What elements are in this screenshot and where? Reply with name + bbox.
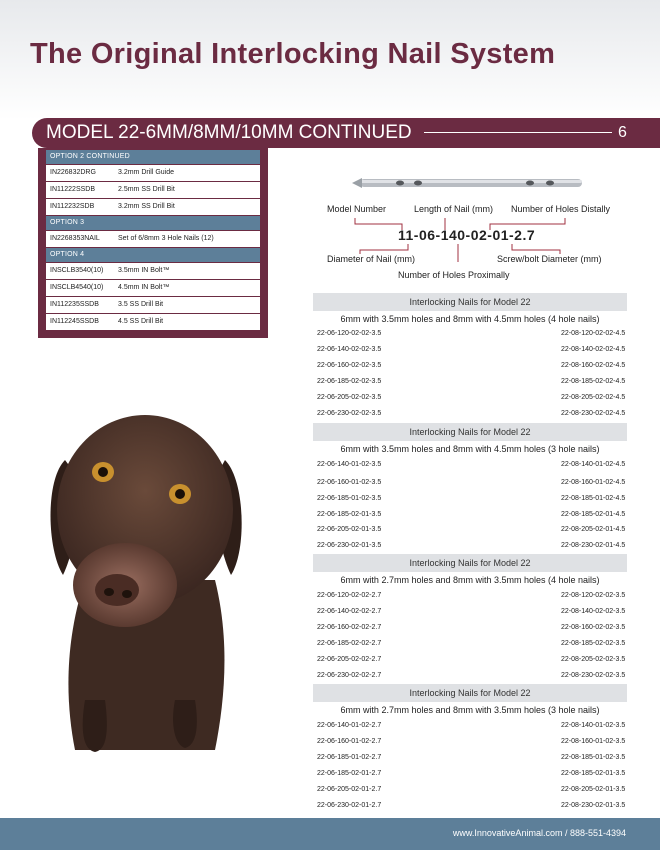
option-code: IN112235SSDB <box>50 301 99 308</box>
footer-band <box>0 818 660 850</box>
part-number: 22-08-120-02-02-3.5 <box>561 592 626 599</box>
nail-image <box>350 170 590 196</box>
part-number: 22-06-185-02-02-3.5 <box>317 378 382 385</box>
option-desc: 4.5 SS Drill Bit <box>118 318 164 325</box>
part-number: 22-08-205-02-01-3.5 <box>561 786 626 793</box>
option-row <box>46 314 260 330</box>
part-number: 22-06-160-01-02-3.5 <box>317 479 382 486</box>
diagram-connectors <box>320 214 630 274</box>
part-number: 22-06-205-02-02-3.5 <box>317 394 382 401</box>
part-number: 22-08-140-01-02-4.5 <box>561 461 626 468</box>
part-number: 22-08-185-01-02-4.5 <box>561 495 626 502</box>
option-desc: 3.2mm SS Drill Bit <box>118 203 175 210</box>
section-subtitle: 6mm with 3.5mm holes and 8mm with 4.5mm holes (4 hole nails) <box>340 314 600 324</box>
option-row <box>46 165 260 181</box>
part-number: 22-06-140-01-02-2.7 <box>317 722 382 729</box>
section-title: Interlocking Nails for Model 22 <box>313 554 627 572</box>
option-code: IN112232SDB <box>50 203 95 210</box>
part-number: 22-06-120-02-02-3.5 <box>317 330 382 337</box>
option-desc: 2.5mm SS Drill Bit <box>118 186 175 193</box>
part-number: 22-06-185-02-01-2.7 <box>317 770 382 777</box>
part-number: 22-06-120-02-02-2.7 <box>317 592 382 599</box>
part-number: 22-08-205-02-02-3.5 <box>561 656 626 663</box>
part-number: 22-06-185-01-02-2.7 <box>317 754 382 761</box>
part-number: 22-08-205-02-02-4.5 <box>561 394 626 401</box>
option-code: IN2268353NAIL <box>50 235 100 242</box>
label-length-of-nail: Length of Nail (mm) <box>414 204 494 214</box>
section-title: Interlocking Nails for Model 22 <box>313 423 627 441</box>
part-number: 22-08-185-02-02-4.5 <box>561 378 626 385</box>
footer-contact: www.InnovativeAnimal.com / 888-551-4394 <box>452 828 626 838</box>
part-number: 22-08-230-02-01-4.5 <box>561 542 626 549</box>
options-table <box>38 148 268 338</box>
option-row <box>46 231 260 247</box>
option-desc: 4.5mm IN Bolt™ <box>118 284 170 291</box>
model-title: MODEL 22-6MM/8MM/10MM CONTINUED <box>46 122 412 143</box>
part-number: 22-06-160-01-02-2.7 <box>317 738 382 745</box>
option-header: OPTION 3 <box>46 216 260 230</box>
option-desc: Set of 6/8mm 3 Hole Nails (12) <box>118 235 214 242</box>
option-row <box>46 199 260 215</box>
part-number: 22-06-185-02-02-2.7 <box>317 640 382 647</box>
label-holes-proximally: Number of Holes Proximally <box>398 270 510 280</box>
part-code-example: 11-06-140-02-01-2.7 <box>398 227 536 243</box>
option-row <box>46 297 260 313</box>
option-row <box>46 182 260 198</box>
option-desc: 3.2mm Drill Guide <box>118 169 175 176</box>
page-title: The Original Interlocking Nail System <box>30 38 556 70</box>
option-row <box>46 280 260 296</box>
part-number: 22-08-120-02-02-4.5 <box>561 330 626 337</box>
label-screw-diameter: Screw/bolt Diameter (mm) <box>497 254 602 264</box>
model-banner <box>32 118 660 148</box>
page-number: 6 <box>618 124 627 141</box>
part-number: 22-06-140-02-02-3.5 <box>317 346 382 353</box>
label-diameter-of-nail: Diameter of Nail (mm) <box>327 254 416 264</box>
label-holes-distally: Number of Holes Distally <box>511 204 611 214</box>
option-row <box>46 263 260 279</box>
section-subtitle: 6mm with 2.7mm holes and 8mm with 3.5mm holes (4 hole nails) <box>340 575 600 585</box>
part-number: 22-06-230-02-01-3.5 <box>317 542 382 549</box>
part-number: 22-08-230-02-02-3.5 <box>561 672 626 679</box>
part-number: 22-08-185-02-01-4.5 <box>561 511 626 518</box>
option-code: IN226832DRG <box>50 169 96 176</box>
part-number: 22-06-205-02-02-2.7 <box>317 656 382 663</box>
option-code: INSCLB4540(10) <box>50 284 104 291</box>
part-number: 22-06-230-02-02-2.7 <box>317 672 382 679</box>
part-number: 22-08-160-02-02-4.5 <box>561 362 626 369</box>
part-number: 22-08-230-02-01-3.5 <box>561 802 626 809</box>
part-number: 22-06-160-02-02-2.7 <box>317 624 382 631</box>
part-number: 22-08-230-02-02-4.5 <box>561 410 626 417</box>
part-number: 22-06-205-02-01-2.7 <box>317 786 382 793</box>
option-code: INSCLB3540(10) <box>50 267 104 274</box>
option-header: OPTION 2 CONTINUED <box>46 150 260 164</box>
part-number: 22-06-205-02-01-3.5 <box>317 526 382 533</box>
part-number: 22-08-160-01-02-3.5 <box>561 738 626 745</box>
part-number: 22-08-185-01-02-3.5 <box>561 754 626 761</box>
label-model-number: Model Number <box>327 204 387 214</box>
part-number: 22-08-160-01-02-4.5 <box>561 479 626 486</box>
dog-photo <box>25 400 265 760</box>
part-number: 22-06-230-02-01-2.7 <box>317 802 382 809</box>
part-number: 22-08-160-02-02-3.5 <box>561 624 626 631</box>
part-number: 22-06-230-02-02-3.5 <box>317 410 382 417</box>
section-title: Interlocking Nails for Model 22 <box>313 684 627 702</box>
option-desc: 3.5 SS Drill Bit <box>118 301 164 308</box>
part-number: 22-08-205-02-01-4.5 <box>561 526 626 533</box>
part-number: 22-08-140-02-02-4.5 <box>561 346 626 353</box>
section-title: Interlocking Nails for Model 22 <box>313 293 627 311</box>
part-number: 22-08-185-02-02-3.5 <box>561 640 626 647</box>
section-subtitle: 6mm with 3.5mm holes and 8mm with 4.5mm holes (3 hole nails) <box>340 444 600 454</box>
part-number: 22-08-140-02-02-3.5 <box>561 608 626 615</box>
part-number: 22-06-185-02-01-3.5 <box>317 511 382 518</box>
part-number: 22-06-140-01-02-3.5 <box>317 461 382 468</box>
part-number: 22-08-185-02-01-3.5 <box>561 770 626 777</box>
part-number: 22-06-140-02-02-2.7 <box>317 608 382 615</box>
model-divider <box>424 132 612 133</box>
part-number: 22-08-140-01-02-3.5 <box>561 722 626 729</box>
option-code: IN11222SSDB <box>50 186 96 193</box>
section-subtitle: 6mm with 2.7mm holes and 8mm with 3.5mm holes (3 hole nails) <box>340 705 600 715</box>
part-number: 22-06-160-02-02-3.5 <box>317 362 382 369</box>
option-code: IN112245SSDB <box>50 318 99 325</box>
part-number: 22-06-185-01-02-3.5 <box>317 495 382 502</box>
option-desc: 3.5mm IN Bolt™ <box>118 267 170 274</box>
option-header: OPTION 4 <box>46 248 260 262</box>
